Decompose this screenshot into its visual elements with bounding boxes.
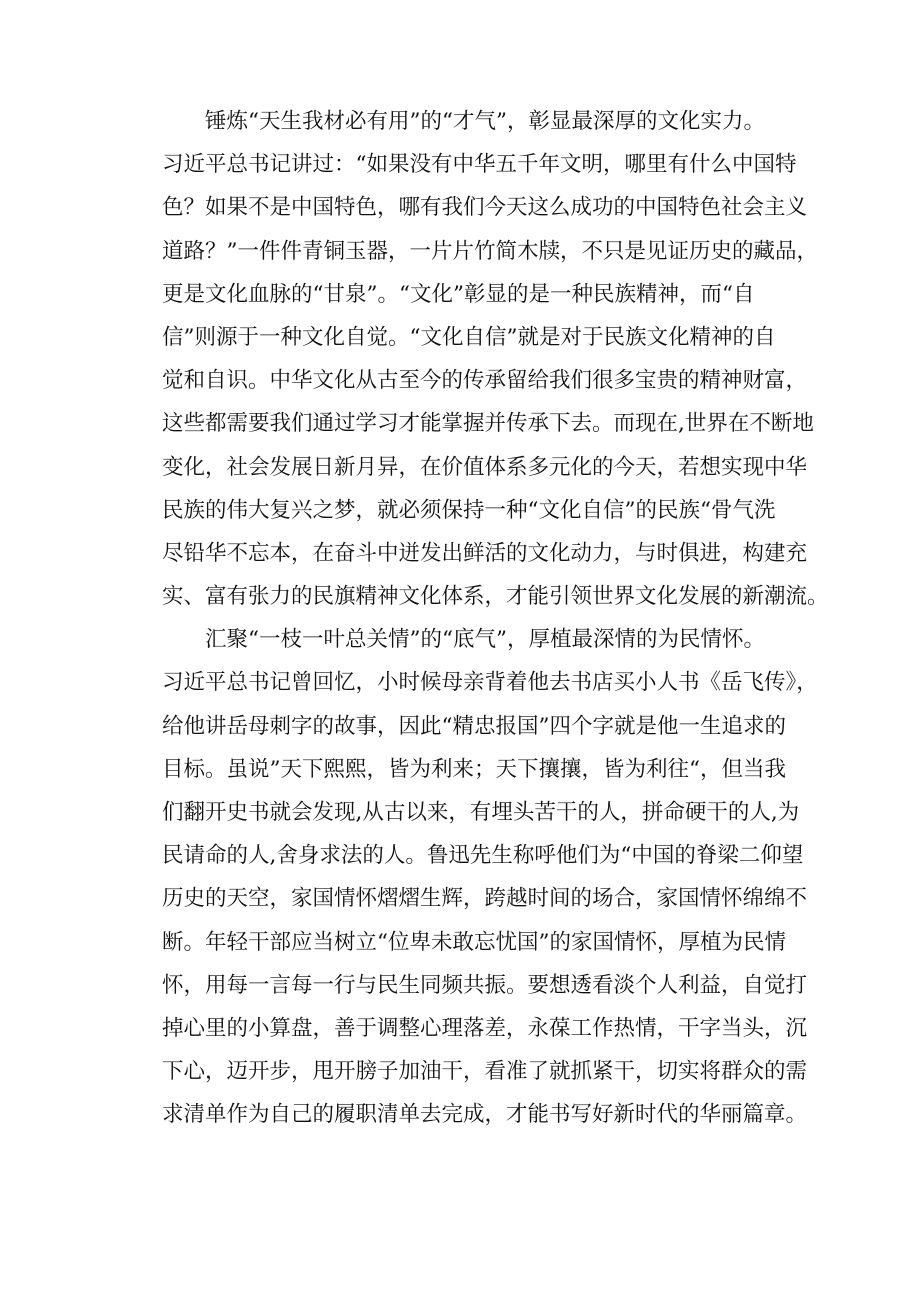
paragraph-line: 色？如果不是中国特色，哪有我们今天这么成功的中国特色社会主义	[162, 195, 808, 221]
paragraph-line: 更是文化血脉的“甘泉”。“文化”彰显的是一种民族精神，而“自	[162, 281, 755, 307]
paragraph-line: 实、富有张力的民旗精神文化体系，才能引领世界文化发展的新潮流。	[162, 584, 829, 610]
paragraph-line: 民请命的人,舍身求法的人。鲁迅先生称呼他们为“中国的脊梁二仰望	[162, 843, 804, 869]
paragraph-line: 尽铅华不忘本，在奋斗中迸发出鲜活的文化动力，与时俱进，构建充	[162, 540, 808, 566]
paragraph-line: 汇聚“一枝一叶总关情”的“底气”，厚植最深情的为民情怀。	[205, 627, 765, 653]
paragraph-line: 民族的伟大复兴之梦，就必须保持一种“文化自信”的民族“骨气洗	[162, 497, 776, 523]
paragraph-line: 觉和自识。中华文化从古至今的传承留给我们很多宝贵的精神财富，	[162, 368, 808, 394]
paragraph-line: 怀，用每一言每一行与民生同频共振。要想透看淡个人利益，自觉打	[162, 972, 808, 998]
paragraph-line: 变化，社会发展日新月异，在价值体系多元化的今天，若想实现中华	[162, 454, 808, 480]
paragraph-line: 求清单作为自己的履职清单去完成，才能书写好新时代的华丽篇章。	[162, 1102, 808, 1128]
paragraph-line: 目标。虽说”天下熙熙，皆为利来；天下攘攘，皆为利往“，但当我	[162, 756, 786, 782]
paragraph-line: 习近平总书记曾回忆，小时候母亲背着他去书店买小人书《岳飞传》，	[162, 670, 818, 696]
paragraph-line: 信”则源于一种文化自觉。“文化自信”就是对于民族文化精神的自	[162, 324, 776, 350]
paragraph-line: 下心，迈开步，甩开膀子加油干，看准了就抓紧干，切实将群众的需	[162, 1059, 808, 1085]
paragraph-line: 道路？”一件件青铜玉器，一片片竹简木牍，不只是见证历史的藏品，	[162, 238, 818, 264]
paragraph-line: 历史的天空，家国情怀熠熠生辉，跨越时间的场合，家国情怀绵绵不	[162, 886, 808, 912]
paragraph-line: 掉心里的小算盘，善于调整心理落差，永葆工作热情，干字当头，沉	[162, 1015, 808, 1041]
paragraph-line: 们翻开史书就会发现,从古以来，有埋头苦干的人，拼命硬干的人,为	[162, 800, 800, 825]
paragraph-line: 这些都需要我们通过学习才能掌握并传承下去。而现在,世界在不断地	[162, 411, 814, 437]
paragraph-people-sentiment	[162, 618, 818, 1136]
paragraph-line: 习近平总书记讲过：“如果没有中华五千年文明，哪里有什么中国特	[162, 152, 797, 178]
document-body	[162, 100, 829, 1137]
paragraph-line: 断。年轻干部应当树立“位卑未敢忘忧国”的家国情怀，厚植为民情	[162, 929, 786, 955]
paragraph-culture-confidence	[162, 100, 829, 618]
paragraph-line: 锤炼“天生我材必有用”的“才气”，彰显最深厚的文化实力。	[205, 109, 765, 134]
paragraph-line: 给他讲岳母刺字的故事，因此“精忠报国”四个字就是他一生追求的	[162, 713, 786, 739]
